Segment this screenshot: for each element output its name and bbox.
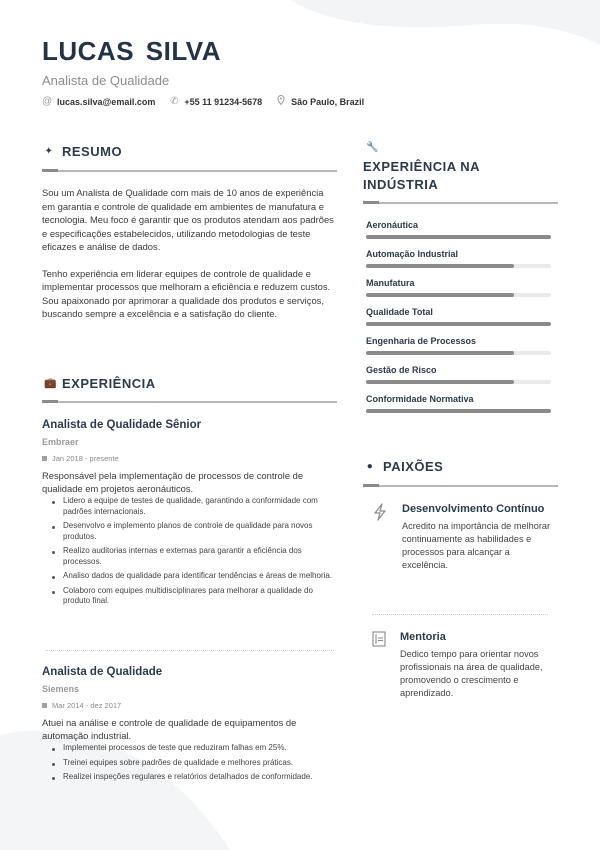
skill-name: Qualidade Total xyxy=(366,307,433,317)
skill-bar xyxy=(366,380,551,384)
job-bullet: Realizo auditorias internas e externas para garantir a eficiência dos processos. xyxy=(52,546,337,567)
industry-divider xyxy=(363,202,558,204)
skill-item xyxy=(363,394,558,413)
passion-description: Dedico tempo para orientar novos profissionais na área de qualidade, promovendo o crescimento e aprendizado. xyxy=(400,649,543,698)
job-bullets xyxy=(52,496,337,607)
passion-title: Desenvolvimento Contínuo xyxy=(402,503,545,515)
job-bullet: Analiso dados de qualidade para identificar tendências e áreas de melhoria. xyxy=(52,571,337,582)
skill-bar-fill xyxy=(366,322,551,326)
job-date xyxy=(42,454,337,463)
skill-bar-fill xyxy=(366,380,514,384)
job-title: Analista de Qualidade Sênior xyxy=(42,419,202,431)
candidate-name: LUCAS SILVA xyxy=(42,36,221,66)
job-separator xyxy=(46,650,334,651)
skill-bar-fill xyxy=(366,293,514,297)
skill-bar xyxy=(366,351,551,355)
lightbulb-icon: ● xyxy=(366,461,374,472)
lightning-icon xyxy=(372,501,388,572)
contact-info xyxy=(42,95,364,108)
sparkle-icon: ✦ xyxy=(44,146,54,157)
at-icon: @ xyxy=(42,96,53,107)
summary-paragraph: Sou um Analista de Qualidade com mais de 10 anos de experiência em garantia e controle de qualidade em ambientes de manufatura e tecnologia. Meu foco é garantir que os produtos atendam aos padrões e especificações estabelecidos, utilizando metodologias de teste eficazes e análise de dados. xyxy=(42,187,334,252)
skill-item xyxy=(363,278,558,297)
skill-bar xyxy=(366,235,551,239)
passion-separator xyxy=(372,614,548,615)
summary-paragraph: Tenho experiência em liderar equipes de controle de qualidade e implementar processos que melhoram a eficiência e reduzem custos. Sou apaixonado por aprimorar a qualidade dos produtos e serviços, buscando sempre a excelência e a satisfação do cliente. xyxy=(42,267,331,319)
industry-skills xyxy=(363,220,558,423)
summary-heading-text: RESUMO xyxy=(62,144,123,159)
passions-heading xyxy=(365,459,443,474)
job-date-text: Mar 2014 - dez 2017 xyxy=(52,701,122,710)
job-description: Atuei na análise e controle de qualidade de equipamentos de automação industrial. xyxy=(42,717,297,741)
job-bullet: Implementei processos de teste que reduziram falhas em 25%. xyxy=(52,743,337,754)
candidate-title: Analista de Qualidade xyxy=(42,73,170,88)
job-entry xyxy=(42,419,337,611)
job-bullet: Treinei equipes sobre padrões de qualidade e melhores práticas. xyxy=(52,758,337,769)
job-bullet: Desenvolvo e implemento planos de controle de qualidade para novos produtos. xyxy=(52,521,337,542)
skill-item xyxy=(363,307,558,326)
job-company: Siemens xyxy=(42,684,80,694)
document-icon xyxy=(372,629,386,700)
location-pin-icon xyxy=(276,95,286,108)
industry-heading: EXPERIÊNCIA NA INDÚSTRIA xyxy=(363,159,480,192)
experience-heading xyxy=(44,376,156,391)
skill-name: Conformidade Normativa xyxy=(366,394,474,404)
skill-name: Aeronáutica xyxy=(366,220,419,230)
job-title: Analista de Qualidade xyxy=(42,666,163,678)
job-description: Responsável pela implementação de processos de controle de qualidade em projetos aeronáuticos. xyxy=(42,470,304,494)
email-text: lucas.silva@email.com xyxy=(57,96,156,107)
experience-heading-text: EXPERIÊNCIA xyxy=(62,376,156,391)
passions-heading-text: PAIXÕES xyxy=(383,459,444,474)
summary-divider xyxy=(42,170,337,172)
job-date xyxy=(42,701,337,710)
skill-name: Manufatura xyxy=(366,278,415,288)
skill-bar xyxy=(366,293,551,297)
skill-name: Automação Industrial xyxy=(366,249,459,259)
job-bullet: Lidero a equipe de testes de qualidade, garantindo a conformidade com padrões internacionais. xyxy=(52,496,337,517)
location-text: São Paulo, Brazil xyxy=(291,96,365,107)
skill-bar-fill xyxy=(366,351,514,355)
job-company: Embraer xyxy=(42,437,79,447)
passion-title: Mentoria xyxy=(400,631,446,643)
skill-bar xyxy=(366,264,551,268)
job-bullet: Realizei inspeções regulares e relatórios detalhados de conformidade. xyxy=(52,772,337,783)
skill-bar xyxy=(366,322,551,326)
experience-divider xyxy=(42,401,337,403)
passions-divider xyxy=(363,485,558,487)
passion-description: Acredito na importância de melhorar continuamente as habilidades e processos para alcançar a excelência. xyxy=(402,521,551,570)
briefcase-icon: 💼 xyxy=(44,378,57,389)
contact-email[interactable] xyxy=(42,96,155,107)
contact-phone[interactable] xyxy=(169,96,262,107)
phone-text: +55 11 91234-5678 xyxy=(184,96,263,107)
passion-item xyxy=(372,501,552,572)
skill-name: Engenharia de Processos xyxy=(366,336,477,346)
calendar-icon xyxy=(42,456,47,461)
summary-body xyxy=(42,186,337,321)
skill-name: Gestão de Risco xyxy=(366,365,437,375)
skill-item xyxy=(363,336,558,355)
contact-location xyxy=(276,95,364,108)
skill-item xyxy=(363,220,558,239)
phone-icon: ✆ xyxy=(170,96,179,107)
skill-bar xyxy=(366,409,551,413)
job-entry xyxy=(42,666,337,787)
skill-item xyxy=(363,249,558,268)
job-bullet: Colaboro com equipes multidisciplinares para melhorar a qualidade do produto final. xyxy=(52,586,337,607)
passion-item xyxy=(372,629,552,700)
skill-bar-fill xyxy=(366,409,551,413)
calendar-icon xyxy=(42,703,47,708)
job-bullets xyxy=(52,743,337,783)
skill-bar-fill xyxy=(366,235,551,239)
summary-heading xyxy=(44,144,122,159)
skill-bar-fill xyxy=(366,264,514,268)
job-date-text: Jan 2018 - presente xyxy=(52,454,119,463)
wrench-icon: 🔧 xyxy=(366,142,379,153)
skill-item xyxy=(363,365,558,384)
